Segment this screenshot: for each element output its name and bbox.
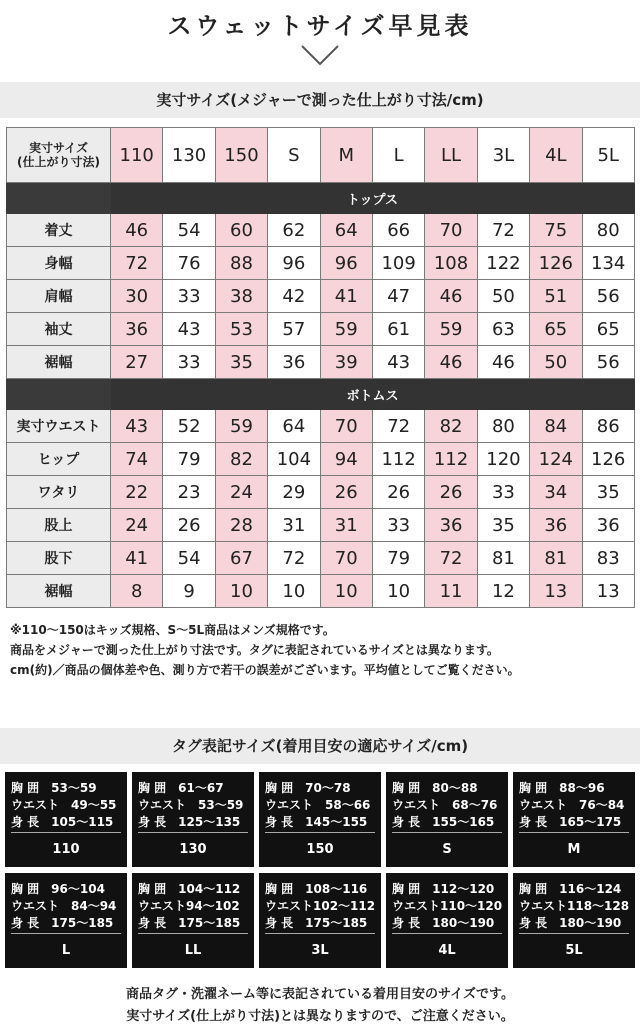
tag-size-label: S [442, 842, 452, 857]
table-cell: 42 [268, 280, 320, 313]
tag-measure-line: 身 長 105〜115 [11, 815, 114, 829]
tag-measure-line: ウエスト 84〜94 [11, 899, 117, 913]
divider [392, 933, 502, 934]
tag-measure-line: 胸 囲 96〜104 [11, 882, 105, 896]
tag-size-label: 150 [306, 842, 334, 857]
table-cell: 67 [215, 542, 267, 575]
tag-measure-line: ウエスト 76〜84 [519, 798, 625, 812]
table-cell: 81 [477, 542, 529, 575]
table-cell: 86 [582, 410, 634, 443]
table-cell: 109 [372, 247, 424, 280]
table-cell: 60 [215, 214, 267, 247]
footer-line: 商品タグ・洗濯ネーム等に表記されている着用目安のサイズです。 [126, 987, 514, 1002]
divider [265, 933, 375, 934]
tag-size-label: L [61, 943, 71, 958]
table-cell: 26 [163, 509, 215, 542]
table-cell: 65 [530, 313, 582, 346]
table-cell: 36 [530, 509, 582, 542]
table-cell: 13 [582, 575, 634, 608]
table-cell: 80 [477, 410, 529, 443]
table-cell: 24 [111, 509, 163, 542]
tag-measure-line: 胸 囲 61〜67 [138, 781, 224, 795]
table-cell: 53 [215, 313, 267, 346]
divider [392, 832, 502, 833]
table-cell: 46 [425, 346, 477, 379]
table-cell: 9 [163, 575, 215, 608]
table-row [7, 410, 635, 443]
table-cell: 31 [268, 509, 320, 542]
table-cell: 59 [215, 410, 267, 443]
size-header-150: 150 [215, 128, 267, 183]
row-label: 実寸ウエスト [7, 410, 111, 443]
section-row [7, 379, 635, 410]
table-cell: 33 [372, 509, 424, 542]
table-cell: 36 [111, 313, 163, 346]
table-cell: 74 [111, 443, 163, 476]
tag-measure-line: 身 長 175〜185 [265, 916, 368, 930]
tag-card-150 [259, 772, 381, 867]
table-row [7, 247, 635, 280]
table-cell: 61 [372, 313, 424, 346]
section-spacer [7, 183, 111, 214]
table-cell: 72 [477, 214, 529, 247]
footer-line: 実寸サイズ(仕上がり寸法)とは異なりますので、ご注意ください。 [126, 1009, 514, 1024]
table-cell: 94 [320, 443, 372, 476]
tag-measure-line: 胸 囲 116〜124 [519, 882, 622, 896]
table-cell: 96 [320, 247, 372, 280]
tag-measure-line: 胸 囲 112〜120 [392, 882, 495, 896]
table-row [7, 214, 635, 247]
table-cell: 10 [268, 575, 320, 608]
chevron-down-icon [300, 44, 340, 68]
corner-label-line: 実寸サイズ [28, 141, 89, 155]
divider [519, 832, 629, 833]
size-header-l: L [372, 128, 424, 183]
tag-measure-line: 胸 囲 70〜78 [265, 781, 351, 795]
tag-measure-line: 身 長 180〜190 [519, 916, 622, 930]
row-label: 股下 [7, 542, 111, 575]
table-row [7, 575, 635, 608]
section-title-actual-size: 実寸サイズ(メジャーで測った仕上がり寸法/cm) [0, 82, 640, 118]
table-cell: 62 [268, 214, 320, 247]
table-cell: 82 [215, 443, 267, 476]
tag-measure-line: 身 長 165〜175 [519, 815, 622, 829]
table-cell: 8 [111, 575, 163, 608]
notes [10, 620, 638, 680]
table-cell: 26 [425, 476, 477, 509]
table-cell: 122 [477, 247, 529, 280]
table-cell: 104 [268, 443, 320, 476]
tag-measure-line: ウエスト 49〜55 [11, 798, 117, 812]
table-row [7, 280, 635, 313]
tag-card-m [513, 772, 635, 867]
table-cell: 79 [163, 443, 215, 476]
table-cell: 11 [425, 575, 477, 608]
size-header-5l: 5L [582, 128, 634, 183]
table-cell: 23 [163, 476, 215, 509]
section-row [7, 183, 635, 214]
table-cell: 72 [372, 410, 424, 443]
tag-size-label: 110 [52, 842, 80, 857]
tag-measure-line: ウエスト 58〜66 [265, 798, 371, 812]
size-header-130: 130 [163, 128, 215, 183]
table-cell: 59 [425, 313, 477, 346]
tag-measure-line: 身 長 155〜165 [392, 815, 495, 829]
tag-measure-line: 身 長 175〜185 [11, 916, 114, 930]
table-cell: 29 [268, 476, 320, 509]
divider [138, 832, 248, 833]
table-cell: 24 [215, 476, 267, 509]
size-table [6, 127, 635, 608]
section-spacer [7, 379, 111, 410]
row-label: 肩幅 [7, 280, 111, 313]
size-header-3l: 3L [477, 128, 529, 183]
table-cell: 43 [372, 346, 424, 379]
table-row [7, 346, 635, 379]
tag-measure-line: 胸 囲 104〜112 [138, 882, 241, 896]
row-label: 袖丈 [7, 313, 111, 346]
table-cell: 70 [425, 214, 477, 247]
table-cell: 36 [425, 509, 477, 542]
table-cell: 50 [530, 346, 582, 379]
table-cell: 47 [372, 280, 424, 313]
table-cell: 39 [320, 346, 372, 379]
table-cell: 41 [320, 280, 372, 313]
table-cell: 88 [215, 247, 267, 280]
table-cell: 82 [425, 410, 477, 443]
table-cell: 65 [582, 313, 634, 346]
table-cell: 72 [425, 542, 477, 575]
table-cell: 12 [477, 575, 529, 608]
table-cell: 79 [372, 542, 424, 575]
section-label: ボトムス [111, 379, 635, 410]
table-cell: 33 [477, 476, 529, 509]
table-cell: 112 [372, 443, 424, 476]
table-cell: 46 [111, 214, 163, 247]
table-cell: 26 [320, 476, 372, 509]
table-cell: 83 [582, 542, 634, 575]
table-cell: 126 [530, 247, 582, 280]
table-cell: 64 [268, 410, 320, 443]
table-cell: 22 [111, 476, 163, 509]
table-cell: 81 [530, 542, 582, 575]
size-header-s: S [268, 128, 320, 183]
tag-card-s [386, 772, 508, 867]
table-cell: 64 [320, 214, 372, 247]
row-label: 身幅 [7, 247, 111, 280]
table-cell: 36 [582, 509, 634, 542]
tag-card-130 [132, 772, 254, 867]
tag-measure-line: ウエスト94〜102 [138, 899, 240, 913]
tag-card-l [5, 873, 127, 968]
table-row [7, 476, 635, 509]
table-cell: 35 [215, 346, 267, 379]
tag-measure-line: 身 長 175〜185 [138, 916, 241, 930]
table-cell: 56 [582, 346, 634, 379]
tag-measure-line: 身 長 180〜190 [392, 916, 495, 930]
row-label: 裾幅 [7, 346, 111, 379]
table-cell: 84 [530, 410, 582, 443]
tag-size-label: 4L [438, 943, 456, 958]
table-row [7, 313, 635, 346]
table-cell: 112 [425, 443, 477, 476]
section-label: トップス [111, 183, 635, 214]
note-line: cm(約)／商品の個体差や色、測り方で若干の誤差がございます。平均値としてご覧ください。 [10, 663, 520, 677]
table-cell: 41 [111, 542, 163, 575]
divider [11, 933, 121, 934]
table-cell: 46 [425, 280, 477, 313]
table-cell: 10 [372, 575, 424, 608]
row-label: 股上 [7, 509, 111, 542]
tag-measure-line: 胸 囲 53〜59 [11, 781, 97, 795]
table-cell: 70 [320, 542, 372, 575]
corner-label-line: (仕上がり寸法) [17, 155, 100, 169]
tag-measure-line: ウエスト110〜120 [392, 899, 503, 913]
tag-size-label: 130 [179, 842, 207, 857]
size-header-m: M [320, 128, 372, 183]
table-cell: 57 [268, 313, 320, 346]
table-cell: 13 [530, 575, 582, 608]
page-title: スウェットサイズ早見表 [167, 12, 473, 40]
tag-measure-line: ウエスト118〜128 [519, 899, 630, 913]
table-cell: 10 [215, 575, 267, 608]
table-cell: 30 [111, 280, 163, 313]
table-cell: 52 [163, 410, 215, 443]
tag-card-110 [5, 772, 127, 867]
table-cell: 27 [111, 346, 163, 379]
table-cell: 134 [582, 247, 634, 280]
table-cell: 43 [163, 313, 215, 346]
table-cell: 46 [477, 346, 529, 379]
tag-measure-line: ウエスト 68〜76 [392, 798, 498, 812]
table-header-row [7, 128, 635, 183]
table-cell: 54 [163, 542, 215, 575]
tag-measure-line: 胸 囲 108〜116 [265, 882, 368, 896]
tag-card-ll [132, 873, 254, 968]
table-cell: 76 [163, 247, 215, 280]
table-cell: 31 [320, 509, 372, 542]
table-cell: 33 [163, 346, 215, 379]
row-label: 裾幅 [7, 575, 111, 608]
tag-size-label: 5L [565, 943, 583, 958]
divider [138, 933, 248, 934]
table-cell: 66 [372, 214, 424, 247]
table-cell: 35 [477, 509, 529, 542]
table-cell: 28 [215, 509, 267, 542]
tag-card-4l [386, 873, 508, 968]
table-cell: 63 [477, 313, 529, 346]
table-corner-label [7, 128, 111, 183]
tag-measure-line: ウエスト102〜112 [265, 899, 376, 913]
note-line: 商品をメジャーで測った仕上がり寸法です。タグに表記されているサイズとは異なります。 [10, 643, 499, 657]
table-cell: 75 [530, 214, 582, 247]
table-cell: 43 [111, 410, 163, 443]
table-cell: 26 [372, 476, 424, 509]
table-cell: 33 [163, 280, 215, 313]
tag-size-label: 3L [311, 943, 329, 958]
tag-measure-line: 身 長 145〜155 [265, 815, 368, 829]
table-cell: 36 [268, 346, 320, 379]
table-cell: 70 [320, 410, 372, 443]
table-cell: 108 [425, 247, 477, 280]
tag-size-label: M [567, 842, 581, 857]
table-cell: 124 [530, 443, 582, 476]
table-cell: 72 [111, 247, 163, 280]
table-cell: 34 [530, 476, 582, 509]
tag-measure-line: 胸 囲 80〜88 [392, 781, 478, 795]
divider [519, 933, 629, 934]
tag-measure-line: ウエスト 53〜59 [138, 798, 244, 812]
table-row [7, 443, 635, 476]
note-line: ※110〜150はキッズ規格、S〜5L商品はメンズ規格です。 [10, 623, 335, 637]
row-label: 着丈 [7, 214, 111, 247]
divider [265, 832, 375, 833]
size-header-4l: 4L [530, 128, 582, 183]
table-row [7, 542, 635, 575]
size-header-110: 110 [111, 128, 163, 183]
table-cell: 51 [530, 280, 582, 313]
tag-card-3l [259, 873, 381, 968]
table-cell: 35 [582, 476, 634, 509]
row-label: ワタリ [7, 476, 111, 509]
row-label: ヒップ [7, 443, 111, 476]
size-header-ll: LL [425, 128, 477, 183]
tag-measure-line: 胸 囲 88〜96 [519, 781, 605, 795]
table-cell: 72 [268, 542, 320, 575]
table-cell: 10 [320, 575, 372, 608]
table-cell: 59 [320, 313, 372, 346]
table-cell: 56 [582, 280, 634, 313]
table-cell: 120 [477, 443, 529, 476]
footer-notes [0, 984, 640, 1028]
table-cell: 38 [215, 280, 267, 313]
section-title-tag-size: タグ表記サイズ(着用目安の適応サイズ/cm) [0, 728, 640, 764]
table-cell: 54 [163, 214, 215, 247]
tag-size-label: LL [184, 943, 202, 958]
table-cell: 80 [582, 214, 634, 247]
table-cell: 126 [582, 443, 634, 476]
tag-card-5l [513, 873, 635, 968]
table-cell: 50 [477, 280, 529, 313]
tag-measure-line: 身 長 125〜135 [138, 815, 241, 829]
divider [11, 832, 121, 833]
table-cell: 96 [268, 247, 320, 280]
table-row [7, 509, 635, 542]
